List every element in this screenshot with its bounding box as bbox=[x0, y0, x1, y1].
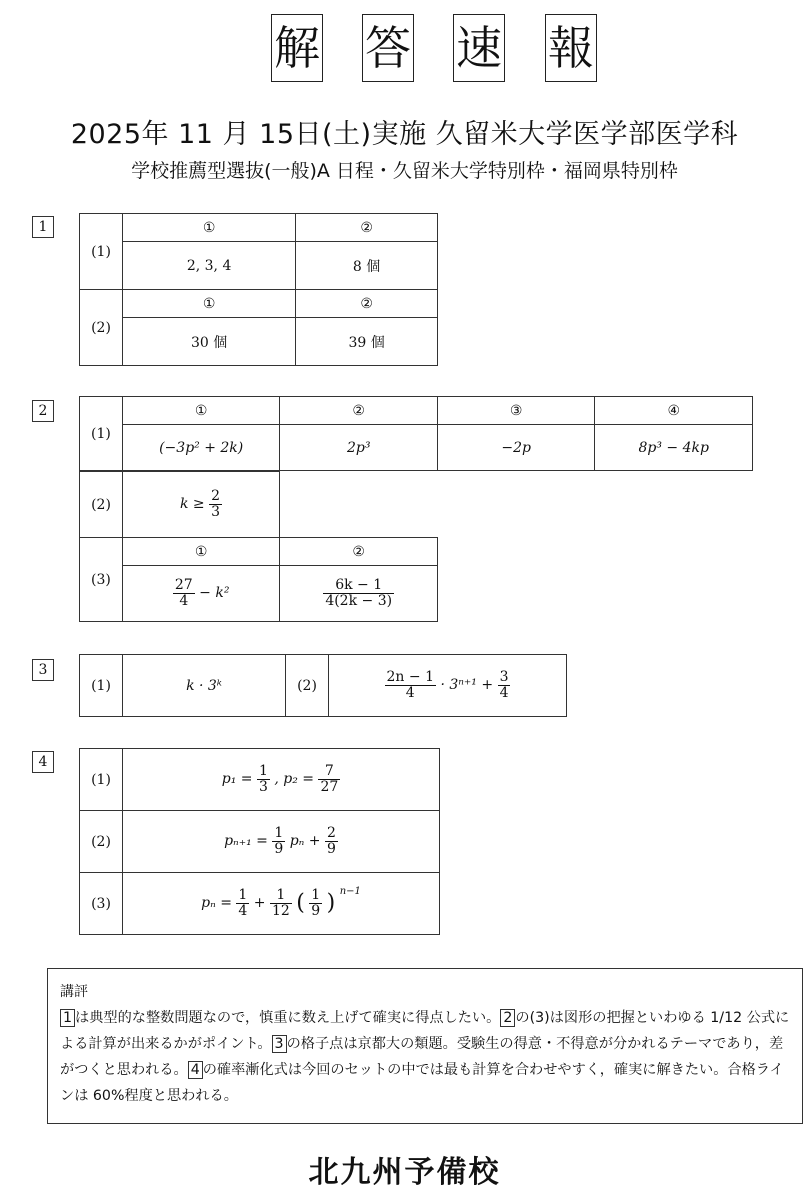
fraction-numerator: 27 bbox=[174, 577, 193, 594]
answer-cell: 8p³ − 4kp bbox=[595, 425, 753, 471]
fraction-numerator: 2n − 1 bbox=[386, 669, 434, 686]
fraction bbox=[257, 764, 270, 794]
comment-body bbox=[60, 1005, 790, 1109]
fraction-numerator: 7 bbox=[318, 764, 340, 780]
paren: ( bbox=[296, 891, 305, 916]
part-label: (1) bbox=[80, 397, 123, 471]
part-label: (2) bbox=[80, 472, 123, 538]
title-char: 解 bbox=[271, 14, 323, 82]
comment-text: の格子点は京都大の類題。受験生の得意・不得意が分かれるテーマであり，差がつくと思われる。 bbox=[60, 1036, 784, 1078]
fraction-numerator: 6k − 1 bbox=[323, 578, 394, 594]
answer-cell: 2, 3, 4 bbox=[123, 242, 296, 290]
fraction-denominator: 4 bbox=[499, 685, 509, 701]
paren: ) bbox=[326, 891, 336, 916]
comment-heading: 講評 bbox=[60, 984, 88, 1000]
fraction-denominator: 3 bbox=[258, 779, 268, 795]
publisher-logo: 北九州予備校 bbox=[308, 1155, 501, 1190]
fraction bbox=[173, 578, 195, 608]
part-label: (2) bbox=[80, 811, 123, 873]
question-ref: 1 bbox=[60, 1009, 75, 1027]
fraction-denominator: 9 bbox=[274, 841, 284, 857]
fraction-denominator: 3 bbox=[211, 504, 221, 520]
math-text: pₙ + bbox=[289, 833, 321, 850]
comment-text: の確率漸化式は今回のセットの中では最も計算を合わせやすく，確実に解きたい。合格ラインは 60%程度と思われる。 bbox=[60, 1062, 784, 1104]
answer-cell: −2p bbox=[437, 425, 595, 471]
fraction-numerator: 1 bbox=[311, 887, 321, 904]
col-header: ③ bbox=[437, 397, 595, 425]
answer-cell: k · 3ᵏ bbox=[123, 655, 286, 717]
fraction-denominator: 4 bbox=[238, 903, 248, 919]
col-header: ② bbox=[280, 538, 438, 566]
fraction bbox=[236, 888, 249, 918]
fraction-denominator: 4 bbox=[405, 685, 415, 701]
part-label: (3) bbox=[80, 538, 123, 622]
fraction-denominator: 9 bbox=[311, 903, 321, 919]
math-text: + bbox=[253, 895, 266, 912]
answer-cell: 2p³ bbox=[280, 425, 437, 471]
exam-title: 2025年 11 月 15日(土)実施 久留米大学医学部医学科 bbox=[70, 119, 739, 150]
title-char: 速 bbox=[453, 14, 505, 82]
question-ref: 2 bbox=[500, 1009, 515, 1027]
math-text: pₙ = bbox=[201, 895, 232, 912]
part-label: (2) bbox=[80, 290, 123, 366]
fraction-numerator: 1 bbox=[258, 763, 268, 780]
fraction bbox=[272, 826, 285, 856]
fraction-numerator: 3 bbox=[499, 669, 509, 686]
question-ref: 3 bbox=[272, 1035, 287, 1053]
fraction-numerator: 2 bbox=[327, 825, 336, 842]
fraction bbox=[318, 764, 340, 794]
fraction bbox=[309, 888, 322, 918]
math-text: , p₂ = bbox=[274, 771, 314, 788]
fraction bbox=[385, 670, 436, 700]
answer-cell: (−3p² + 2k) bbox=[122, 425, 280, 471]
math-text: − k² bbox=[199, 585, 230, 602]
fraction-numerator: 1 bbox=[270, 888, 292, 904]
col-header: ① bbox=[122, 538, 280, 566]
title-char: 答 bbox=[362, 14, 414, 82]
review-comment bbox=[47, 968, 803, 1124]
question-ref: 4 bbox=[188, 1061, 203, 1079]
answer-cell: 39 個 bbox=[296, 318, 438, 366]
part-label: (1) bbox=[80, 214, 123, 290]
exam-subtitle: 学校推薦型選抜(一般)A 日程・久留米大学特別枠・福岡県特別枠 bbox=[131, 160, 678, 182]
answer-cell bbox=[329, 655, 567, 717]
question-2-part-2-table bbox=[79, 471, 280, 538]
answer-cell bbox=[122, 566, 280, 622]
col-header: ① bbox=[123, 290, 296, 318]
question-4-label: 4 bbox=[32, 751, 54, 773]
math-text: p₁ = bbox=[221, 771, 253, 788]
answer-cell: 8 個 bbox=[296, 242, 438, 290]
question-2-part-3-table bbox=[79, 537, 438, 622]
col-header: ② bbox=[296, 290, 438, 318]
part-label: (2) bbox=[286, 655, 329, 717]
col-header: ② bbox=[296, 214, 438, 242]
fraction-numerator: 1 bbox=[238, 887, 248, 904]
fraction-denominator: 4(2k − 3) bbox=[325, 593, 393, 609]
fraction bbox=[270, 888, 292, 918]
col-header: ① bbox=[123, 214, 296, 242]
math-text: pₙ₊₁ = bbox=[224, 833, 268, 850]
question-1-label: 1 bbox=[32, 216, 54, 238]
question-3-label: 3 bbox=[32, 659, 54, 681]
answer-cell bbox=[123, 472, 280, 538]
fraction bbox=[498, 670, 511, 700]
answer-cell: 30 個 bbox=[123, 318, 296, 366]
question-3-table bbox=[79, 654, 567, 717]
answer-cell bbox=[123, 811, 440, 873]
answer-cell bbox=[123, 749, 440, 811]
exponent: n−1 bbox=[339, 885, 361, 897]
col-header: ② bbox=[280, 397, 437, 425]
fraction bbox=[325, 826, 338, 856]
question-2-table bbox=[79, 396, 753, 471]
col-header: ① bbox=[122, 397, 280, 425]
part-label: (3) bbox=[80, 873, 123, 935]
answer-cell bbox=[280, 566, 438, 622]
fraction-denominator: 9 bbox=[327, 841, 336, 857]
fraction-numerator: 2 bbox=[211, 488, 221, 505]
question-1-table bbox=[79, 213, 438, 366]
title-banner bbox=[0, 14, 809, 84]
part-label: (1) bbox=[80, 655, 123, 717]
fraction-numerator: 1 bbox=[274, 825, 284, 842]
fraction bbox=[209, 489, 222, 519]
math-text: k ≥ bbox=[179, 496, 205, 513]
fraction-denominator: 27 bbox=[320, 779, 339, 795]
question-2-label: 2 bbox=[32, 400, 54, 422]
col-header: ④ bbox=[595, 397, 753, 425]
comment-text: の(3)は図形の把握といわゆる 1/12 公式による計算が出来るかがポイント。 bbox=[60, 1010, 790, 1052]
part-label: (1) bbox=[80, 749, 123, 811]
comment-text: は典型的な整数問題なので，慎重に数え上げて確実に得点したい。 bbox=[75, 1010, 501, 1026]
answer-cell bbox=[123, 873, 440, 935]
fraction bbox=[323, 578, 394, 608]
title-char: 報 bbox=[545, 14, 597, 82]
fraction-denominator: 4 bbox=[179, 593, 189, 609]
question-4-table bbox=[79, 748, 440, 935]
fraction-denominator: 12 bbox=[271, 903, 290, 919]
math-text: · 3ⁿ⁺¹ + bbox=[440, 677, 494, 694]
